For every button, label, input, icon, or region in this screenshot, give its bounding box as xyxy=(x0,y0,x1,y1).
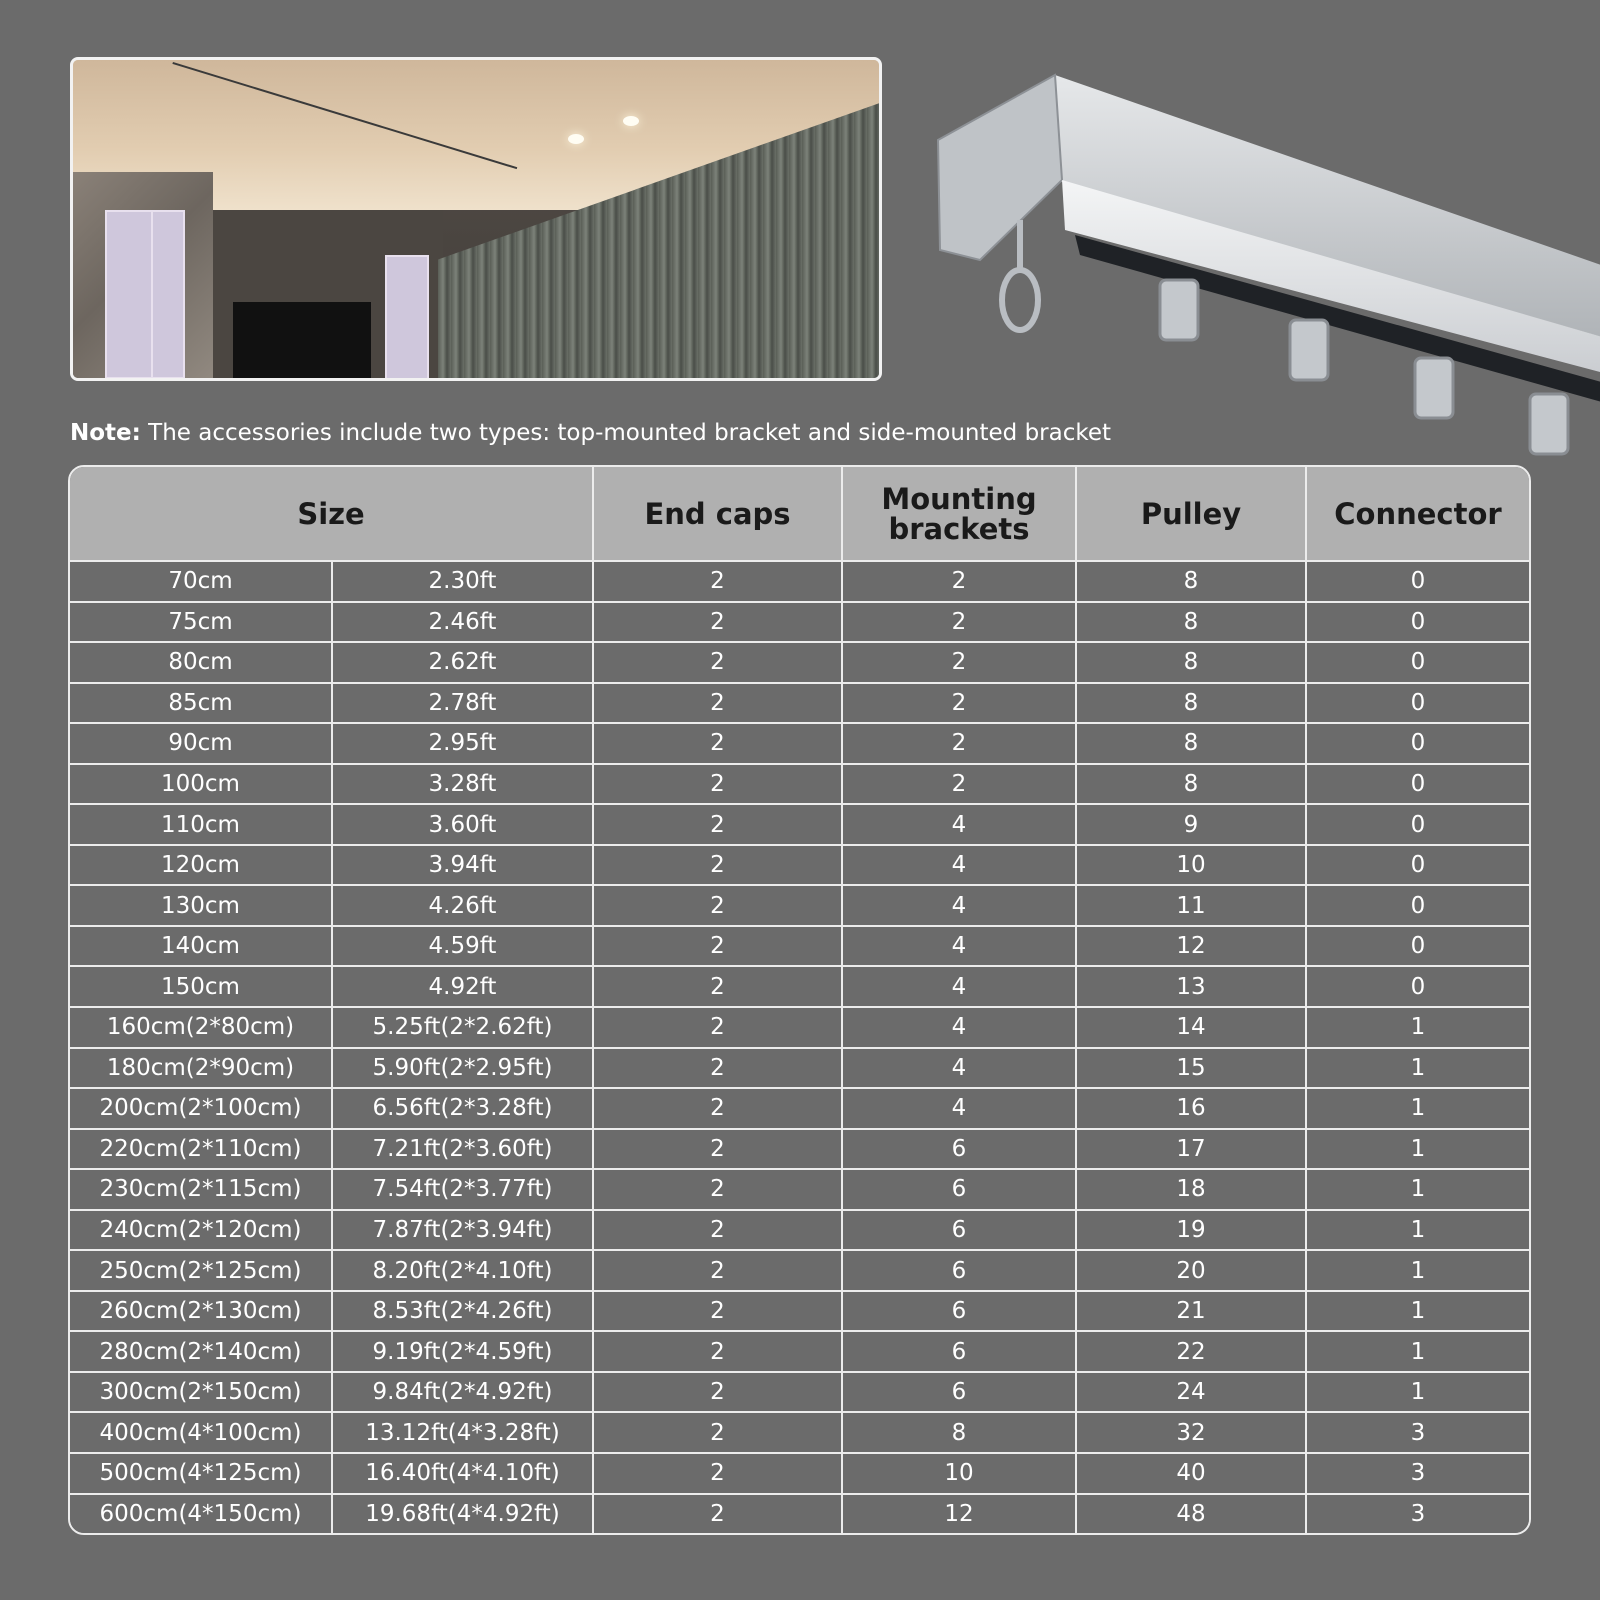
mounting-brackets-cell: 2 xyxy=(842,683,1076,724)
mounting-brackets-cell: 4 xyxy=(842,1007,1076,1048)
display-shelf xyxy=(385,255,429,381)
mounting-brackets-cell: 2 xyxy=(842,764,1076,805)
end-caps-cell: 2 xyxy=(593,723,842,764)
mounting-brackets-cell: 6 xyxy=(842,1331,1076,1372)
size-cm-cell: 500cm(4*125cm) xyxy=(70,1453,332,1494)
mounting-brackets-cell: 4 xyxy=(842,926,1076,967)
accessories-note xyxy=(70,420,1111,446)
table-row xyxy=(70,885,1529,926)
header-pulley: Pulley xyxy=(1076,467,1306,561)
connector-cell: 0 xyxy=(1306,764,1529,805)
size-cm-cell: 600cm(4*150cm) xyxy=(70,1494,332,1533)
size-cm-cell: 400cm(4*100cm) xyxy=(70,1412,332,1453)
pulley-cell: 21 xyxy=(1076,1291,1306,1332)
pulley-cell: 24 xyxy=(1076,1372,1306,1413)
size-ft-cell: 16.40ft(4*4.10ft) xyxy=(332,1453,593,1494)
pulley-cell: 20 xyxy=(1076,1250,1306,1291)
connector-cell: 0 xyxy=(1306,561,1529,602)
size-cm-cell: 100cm xyxy=(70,764,332,805)
connector-cell: 0 xyxy=(1306,683,1529,724)
table-row xyxy=(70,1129,1529,1170)
end-caps-cell: 2 xyxy=(593,1291,842,1332)
connector-cell: 3 xyxy=(1306,1412,1529,1453)
size-ft-cell: 2.62ft xyxy=(332,642,593,683)
size-cm-cell: 240cm(2*120cm) xyxy=(70,1210,332,1251)
header-mounting-line2: brackets xyxy=(888,511,1030,546)
display-shelf xyxy=(151,210,185,379)
size-ft-cell: 4.92ft xyxy=(332,966,593,1007)
table-row xyxy=(70,723,1529,764)
table-row xyxy=(70,764,1529,805)
size-ft-cell: 13.12ft(4*3.28ft) xyxy=(332,1412,593,1453)
pulley-cell: 18 xyxy=(1076,1169,1306,1210)
pulley-cell: 19 xyxy=(1076,1210,1306,1251)
table-row xyxy=(70,1169,1529,1210)
connector-cell: 1 xyxy=(1306,1331,1529,1372)
size-ft-cell: 2.78ft xyxy=(332,683,593,724)
end-caps-cell: 2 xyxy=(593,1169,842,1210)
table-row xyxy=(70,602,1529,643)
table-body xyxy=(70,561,1529,1533)
mounting-brackets-cell: 6 xyxy=(842,1372,1076,1413)
size-cm-cell: 300cm(2*150cm) xyxy=(70,1372,332,1413)
table-row xyxy=(70,1372,1529,1413)
connector-cell: 0 xyxy=(1306,723,1529,764)
table-row xyxy=(70,1088,1529,1129)
size-cm-cell: 80cm xyxy=(70,642,332,683)
pulley-cell: 48 xyxy=(1076,1494,1306,1533)
size-cm-cell: 150cm xyxy=(70,966,332,1007)
size-ft-cell: 7.87ft(2*3.94ft) xyxy=(332,1210,593,1251)
size-cm-cell: 220cm(2*110cm) xyxy=(70,1129,332,1170)
connector-cell: 0 xyxy=(1306,845,1529,886)
pulley-cell: 8 xyxy=(1076,561,1306,602)
size-ft-cell: 8.53ft(2*4.26ft) xyxy=(332,1291,593,1332)
mounting-brackets-cell: 12 xyxy=(842,1494,1076,1533)
mounting-brackets-cell: 8 xyxy=(842,1412,1076,1453)
pulley-cell: 8 xyxy=(1076,602,1306,643)
connector-cell: 1 xyxy=(1306,1129,1529,1170)
end-caps-cell: 2 xyxy=(593,683,842,724)
end-caps-cell: 2 xyxy=(593,845,842,886)
size-cm-cell: 200cm(2*100cm) xyxy=(70,1088,332,1129)
size-cm-cell: 110cm xyxy=(70,804,332,845)
connector-cell: 1 xyxy=(1306,1088,1529,1129)
size-cm-cell: 280cm(2*140cm) xyxy=(70,1331,332,1372)
size-ft-cell: 9.84ft(2*4.92ft) xyxy=(332,1372,593,1413)
note-label: Note: xyxy=(70,420,141,446)
mounting-brackets-cell: 4 xyxy=(842,804,1076,845)
rail-end-cap xyxy=(938,75,1062,260)
table-row xyxy=(70,926,1529,967)
connector-cell: 1 xyxy=(1306,1048,1529,1089)
mounting-brackets-cell: 4 xyxy=(842,885,1076,926)
header-connector: Connector xyxy=(1306,467,1529,561)
table-row xyxy=(70,1331,1529,1372)
connector-cell: 3 xyxy=(1306,1453,1529,1494)
table-row xyxy=(70,561,1529,602)
connector-cell: 1 xyxy=(1306,1007,1529,1048)
end-caps-cell: 2 xyxy=(593,602,842,643)
ceiling-lamp xyxy=(568,134,584,144)
mounting-brackets-cell: 4 xyxy=(842,966,1076,1007)
pulley-cell: 12 xyxy=(1076,926,1306,967)
size-cm-cell: 75cm xyxy=(70,602,332,643)
connector-cell: 1 xyxy=(1306,1250,1529,1291)
size-cm-cell: 230cm(2*115cm) xyxy=(70,1169,332,1210)
mounting-brackets-cell: 6 xyxy=(842,1250,1076,1291)
end-caps-cell: 2 xyxy=(593,966,842,1007)
pulley-cell: 8 xyxy=(1076,723,1306,764)
end-caps-cell: 2 xyxy=(593,1494,842,1533)
size-cm-cell: 250cm(2*125cm) xyxy=(70,1250,332,1291)
mounting-brackets-cell: 4 xyxy=(842,1048,1076,1089)
table-row xyxy=(70,1007,1529,1048)
end-caps-cell: 2 xyxy=(593,926,842,967)
size-cm-cell: 140cm xyxy=(70,926,332,967)
table-row xyxy=(70,1453,1529,1494)
header-end-caps: End caps xyxy=(593,467,842,561)
header-size: Size xyxy=(70,467,593,561)
connector-cell: 0 xyxy=(1306,602,1529,643)
connector-cell: 0 xyxy=(1306,885,1529,926)
size-ft-cell: 7.54ft(2*3.77ft) xyxy=(332,1169,593,1210)
connector-cell: 1 xyxy=(1306,1210,1529,1251)
pulley-cell: 9 xyxy=(1076,804,1306,845)
header-mounting-line1: Mounting xyxy=(881,481,1037,516)
size-ft-cell: 19.68ft(4*4.92ft) xyxy=(332,1494,593,1533)
display-shelf xyxy=(105,210,153,379)
table-row xyxy=(70,845,1529,886)
mounting-brackets-cell: 10 xyxy=(842,1453,1076,1494)
pulley-cell: 11 xyxy=(1076,885,1306,926)
pulley-hook-icon xyxy=(1002,220,1038,330)
table-row xyxy=(70,1048,1529,1089)
size-cm-cell: 260cm(2*130cm) xyxy=(70,1291,332,1332)
end-caps-cell: 2 xyxy=(593,1453,842,1494)
mounting-brackets-cell: 2 xyxy=(842,642,1076,683)
mounting-brackets-cell: 2 xyxy=(842,561,1076,602)
end-caps-cell: 2 xyxy=(593,1007,842,1048)
table-row xyxy=(70,966,1529,1007)
size-ft-cell: 2.46ft xyxy=(332,602,593,643)
connector-cell: 0 xyxy=(1306,804,1529,845)
size-ft-cell: 4.59ft xyxy=(332,926,593,967)
mounting-brackets-cell: 4 xyxy=(842,845,1076,886)
end-caps-cell: 2 xyxy=(593,561,842,602)
end-caps-cell: 2 xyxy=(593,1210,842,1251)
mounting-brackets-cell: 4 xyxy=(842,1088,1076,1129)
size-ft-cell: 7.21ft(2*3.60ft) xyxy=(332,1129,593,1170)
table-row xyxy=(70,683,1529,724)
mounting-brackets-cell: 6 xyxy=(842,1129,1076,1170)
end-caps-cell: 2 xyxy=(593,764,842,805)
tv-screen xyxy=(233,302,371,381)
end-caps-cell: 2 xyxy=(593,1372,842,1413)
connector-cell: 1 xyxy=(1306,1291,1529,1332)
connector-cell: 1 xyxy=(1306,1372,1529,1413)
end-caps-cell: 2 xyxy=(593,1412,842,1453)
size-cm-cell: 70cm xyxy=(70,561,332,602)
table-row xyxy=(70,1291,1529,1332)
size-cm-cell: 180cm(2*90cm) xyxy=(70,1048,332,1089)
connector-cell: 0 xyxy=(1306,926,1529,967)
table-row xyxy=(70,1494,1529,1533)
end-caps-cell: 2 xyxy=(593,1048,842,1089)
end-caps-cell: 2 xyxy=(593,804,842,845)
table-row xyxy=(70,1250,1529,1291)
size-ft-cell: 5.90ft(2*2.95ft) xyxy=(332,1048,593,1089)
size-cm-cell: 85cm xyxy=(70,683,332,724)
mounting-brackets-cell: 2 xyxy=(842,602,1076,643)
pulley-cell: 10 xyxy=(1076,845,1306,886)
pulley-cell: 14 xyxy=(1076,1007,1306,1048)
table-row xyxy=(70,804,1529,845)
pulley-cell: 22 xyxy=(1076,1331,1306,1372)
pulley-cell: 8 xyxy=(1076,764,1306,805)
size-cm-cell: 130cm xyxy=(70,885,332,926)
pulley-cell: 32 xyxy=(1076,1412,1306,1453)
size-spec-table xyxy=(68,465,1531,1535)
size-ft-cell: 8.20ft(2*4.10ft) xyxy=(332,1250,593,1291)
mounting-brackets-cell: 6 xyxy=(842,1169,1076,1210)
end-caps-cell: 2 xyxy=(593,1088,842,1129)
end-caps-cell: 2 xyxy=(593,1331,842,1372)
table-row xyxy=(70,1210,1529,1251)
end-caps-cell: 2 xyxy=(593,1250,842,1291)
pulley-cell: 16 xyxy=(1076,1088,1306,1129)
connector-cell: 0 xyxy=(1306,642,1529,683)
table-row xyxy=(70,1412,1529,1453)
note-text: The accessories include two types: top-mounted bracket and side-mounted bracket xyxy=(140,420,1112,446)
size-ft-cell: 5.25ft(2*2.62ft) xyxy=(332,1007,593,1048)
size-ft-cell: 3.94ft xyxy=(332,845,593,886)
mounting-brackets-cell: 2 xyxy=(842,723,1076,764)
connector-cell: 0 xyxy=(1306,966,1529,1007)
room-curtain-photo xyxy=(70,57,882,381)
pulley-cell: 15 xyxy=(1076,1048,1306,1089)
size-cm-cell: 160cm(2*80cm) xyxy=(70,1007,332,1048)
pulley-cell: 13 xyxy=(1076,966,1306,1007)
pulley-cell: 8 xyxy=(1076,642,1306,683)
size-ft-cell: 9.19ft(2*4.59ft) xyxy=(332,1331,593,1372)
pulley-cell: 17 xyxy=(1076,1129,1306,1170)
mounting-brackets-cell: 6 xyxy=(842,1291,1076,1332)
ceiling-lamp xyxy=(623,116,639,126)
size-ft-cell: 3.28ft xyxy=(332,764,593,805)
size-cm-cell: 120cm xyxy=(70,845,332,886)
end-caps-cell: 2 xyxy=(593,885,842,926)
table-header-row xyxy=(70,467,1529,561)
size-ft-cell: 2.30ft xyxy=(332,561,593,602)
pulley-cell: 40 xyxy=(1076,1453,1306,1494)
pulley-cell: 8 xyxy=(1076,683,1306,724)
size-ft-cell: 6.56ft(2*3.28ft) xyxy=(332,1088,593,1129)
size-ft-cell: 4.26ft xyxy=(332,885,593,926)
size-ft-cell: 2.95ft xyxy=(332,723,593,764)
connector-cell: 3 xyxy=(1306,1494,1529,1533)
mounting-brackets-cell: 6 xyxy=(842,1210,1076,1251)
size-cm-cell: 90cm xyxy=(70,723,332,764)
table-row xyxy=(70,642,1529,683)
size-ft-cell: 3.60ft xyxy=(332,804,593,845)
header-mounting-brackets xyxy=(842,467,1076,561)
end-caps-cell: 2 xyxy=(593,642,842,683)
connector-cell: 1 xyxy=(1306,1169,1529,1210)
end-caps-cell: 2 xyxy=(593,1129,842,1170)
